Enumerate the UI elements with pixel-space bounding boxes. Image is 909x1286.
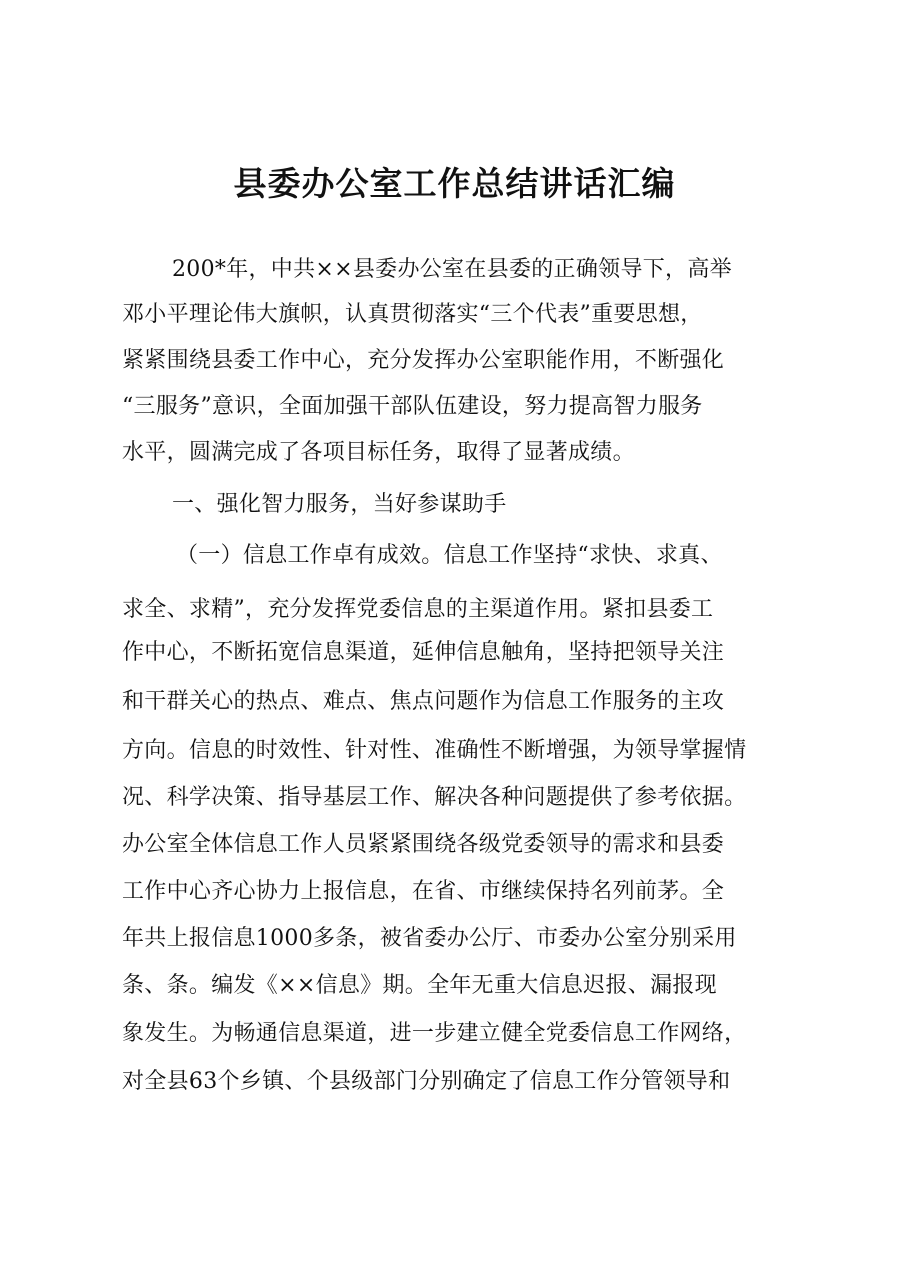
paragraph-line: 作中心，不断拓宽信息渠道，延伸信息触角，坚持把领导关注 bbox=[122, 640, 725, 665]
paragraph-line: 年共上报信息1000多条，被省委办公厅、市委办公室分别采用 bbox=[122, 926, 737, 951]
paragraph-line: 对全县63个乡镇、个县级部门分别确定了信息工作分管领导和 bbox=[122, 1069, 731, 1094]
paragraph-line: 紧紧围绕县委工作中心，充分发挥办公室职能作用，不断强化 bbox=[122, 348, 725, 373]
paragraph-line: 况、科学决策、指导基层工作、解决各种问题提供了参考依据。 bbox=[122, 785, 747, 810]
paragraph-line: 象发生。为畅通信息渠道，进一步建立健全党委信息工作网络， bbox=[122, 1021, 747, 1046]
document-title: 县委办公室工作总结讲话汇编 bbox=[233, 164, 676, 203]
paragraph-line: 水平，圆满完成了各项目标任务，取得了显著成绩。 bbox=[122, 440, 635, 465]
paragraph-line: 工作中心齐心协力上报信息，在省、市继续保持名列前茅。全 bbox=[122, 879, 725, 904]
section-heading: 一、强化智力服务，当好参谋助手 bbox=[172, 492, 507, 517]
paragraph-line: 办公室全体信息工作人员紧紧围绕各级党委领导的需求和县委 bbox=[122, 832, 725, 857]
paragraph-line: （一）信息工作卓有成效。信息工作坚持“求快、求真、 bbox=[176, 543, 723, 568]
paragraph-line: “三服务”意识，全面加强干部队伍建设，努力提高智力服务 bbox=[122, 394, 703, 419]
paragraph-line: 条、条。编发《××信息》期。全年无重大信息迟报、漏报现 bbox=[122, 973, 717, 998]
paragraph-line: 邓小平理论伟大旗帜，认真贯彻落实“三个代表”重要思想， bbox=[122, 302, 703, 327]
paragraph-line: 200*年，中共××县委办公室在县委的正确领导下，高举 bbox=[172, 257, 732, 282]
paragraph-line: 方向。信息的时效性、针对性、准确性不断增强，为领导掌握情 bbox=[122, 738, 747, 763]
paragraph-line: 和干群关心的热点、难点、焦点问题作为信息工作服务的主攻 bbox=[122, 689, 725, 714]
paragraph-line: 求全、求精”，充分发挥党委信息的主渠道作用。紧扣县委工 bbox=[122, 597, 714, 622]
